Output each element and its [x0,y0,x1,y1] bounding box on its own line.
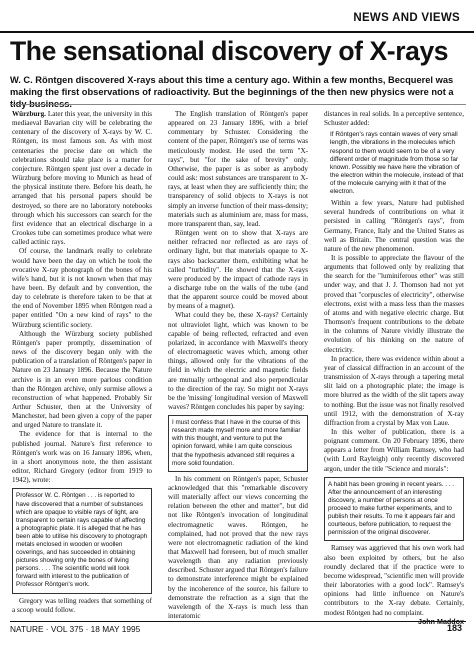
paragraph: It is possible to appreciate the flavour of the arguments that followed only by realizing that the search for the "luminiferous ether" was still under way, and that J. J. Thomson had not yet proved that "corpuscles of electricity", otherwise electrons, exist with a mass less than the masses of atoms and with negative electric charge. But Thomson's frequent contributions to the debate in the columns of Nature vividly illustrate the evolution of his thinking on the nature of electricity. [324,254,464,354]
paragraph: In this welter of publication, there is a poignant comment. On 20 February 1896, there appears a letter from William Ramsey, who had (with Lord Rayleigh) only recently discovered argon, under the title "Science and morals": [324,427,464,473]
paragraph: The English translation of Röntgen's paper appeared on 23 January 1896, with a brief commentary by Schuster. Considering the content of the paper, Röntgen's use of terms was meticulously modest. He used the term "X-rays", but "for the sake of brevity" only. Otherwise, the paper is as sober as anybody could ask: most substances are transparent to X-rays, at least when they are sufficiently thin; the transparency of solid objects to X-rays is not simply an inverse function of their mass-density; materials such as aluminium are, mass for mass, more transparent than, say, lead. [168,110,308,228]
text-column-1 [12,110,152,615]
paragraph: In his comment on Röntgen's paper, Schuster acknowledged that this "remarkable discovery will materially affect our views concerning the relation between the ether and matter", but did not like Röntgen's invocation of longitudinal electromagnetic waves. Röntgen, he complained, had not proved that the new rays were not electromagnetic radiation of the kind that Maxwell had foreseen, but of much smaller wavelength than any radiation previously described. Schuster argued that Röntgen's failure to demonstrate interference might be explained by the incoherence of the source, his failure to demonstrate the refraction as a sign that the wavelength of the X-rays is much less than interatomic [168,474,308,621]
paragraph: Ramsey was aggrieved that his own work had also been exploited by others, but he also roundly declared that if the practice were to become widespread, "scientific men will provide their laboratories with a good lock". Ramsey's opinions had little influence on Nature's contributors to the X-ray debate. Certainly, modest Röntgen had no complaint. [324,544,464,617]
author-signature: John Maddox [417,617,464,626]
quoted-note-box: Professor W. C. Röntgen . . . is reported to have discovered that a number of substances which are opaque to visible rays of light, are transparent to certain rays capable of affecting a photographic plate. It is alleged that he has been able to utilise his discovery to photograph metals enclosed in wooden or woollen coverings, and has succeeded in obtaining pictures showing only the bones of living persons. . . . The scientific world will look forward with interest to the publication of Professor Röntgen's work. [12,488,152,593]
paragraph-text: Later this year, the university in this mediaeval Bavarian city will be celebrating the centenary of the discovery of X-rays by W. C. Röntgen, its most famous son. As with most centenaries the precise date on which the celebrations should take place is a matter for conjecture. Röntgen spent just over a decade in Würzburg before moving to Munich as head of the physical institute there. Before his death, he arranged that his personal papers should be destroyed, so there are no laboratory notebooks through which his successors can search for the first evidence that an electrical discharge in a Crookes tube can sometimes produce what were called actinic rays. [12,110,152,247]
quoted-letter-box: A habit has been growing in recent years. . . . After the announcement of an interesting discovery, a number of persons at once proceed to make further experiments, and to publish their results. To me it appears fair and courteous, before publication, to request the permission of the original discoverer. [324,477,464,542]
paragraph: Within a few years, Nature had published several hundreds of contributions on what it persisted in calling "Röntgen's rays", from Germany, France, Italy and the United States as well as Britain. The central question was the nature of the new phenomenon. [324,199,464,253]
section-label: NEWS AND VIEWS [353,12,460,24]
text-column-3 [324,110,464,627]
section-header [0,10,474,33]
article-standfirst: W. C. Röntgen discovered X-rays about this time a century ago. Within a few months, Becquerel was making the first observations of radioactivity. But the beginnings of the then new physics were not a tidy business. [10,75,454,109]
paragraph: In practice, there was evidence within about a year of classical diffraction in an account of the transmission of X-rays through a tapering metal slit laid on a photographic plate; the image is more blurred as the width of the slit tapers away to nothing. But the issue was not finally resolved until 1912, with the demonstration of X-ray diffraction from a crystal by Max von Laue. [324,354,464,427]
page-number: 183 [446,623,462,633]
paragraph: Röntgen went on to show that X-rays are neither refracted nor reflected as are rays of ordinary light, but that materials opaque to X-rays also backscatter them, exhibiting what he called "turbidity". He showed that the X-rays were produced by the impact of cathode rays in a discharge tube on the walls of the tube (and that the apparent source could be moved about by means of a magnet). [168,229,308,311]
paragraph: Of course, the landmark really to celebrate would have been the day on which he took the evocative X-ray photograph of the bones of his wife's hand, but it is not known when that may have been. By default and by convention, the day to celebrate is therefore taken to be that at the end of November 1895 when Röntgen read a paper entitled "On a new kind of rays" to the Würzburg scientific society. [12,247,152,329]
footer-rule [10,621,466,622]
paragraph: The evidence for that is internal to the published journal. Nature's first reference to Röntgen's work was on 16 January 1896, when, in a short anonymous note, the then assistant editor, Richard Gregory (editor from 1919 to 1942), wrote: [12,430,152,485]
journal-citation: NATURE · VOL 375 · 18 MAY 1995 [10,624,141,634]
paragraph: Gregory was telling readers that something of a scoop would follow. [12,596,152,614]
article-headline: The sensational discovery of X-rays [10,36,449,66]
block-quote: If Röntgen's rays contain waves of very small length, the vibrations in the molecules which respond to them would seem to be of a very different order of magnitude from those so far known. Possibly we have here the vibration of the electron within the molecule, instead of that of the molecule carrying with it that of the electron. [330,131,464,195]
paragraph: Although the Würzburg society published Röntgen's paper promptly, dissemination of news of the discovery began only with the publication of a translation of Röntgen's paper in Nature on 23 January 1896. Because the Nature archive is in an even more parlous condition than the Röntgen archive, only surmise allows a reconstruction of what happened. Probably Sir Arthur Schuster, then at the University of Manchester, had been given a copy of the paper and urged Nature to translate it. [12,329,152,430]
dateline: Würzburg. [12,110,46,118]
standfirst-rule [10,104,466,105]
paragraph [12,110,152,247]
text-column-2 [168,110,308,621]
paragraph: What could they be, these X-rays? Certainly not ultraviolet light, which was known to be capable of being reflected, refracted and even polarized, in accordance with Maxwell's theory of electromagnetic waves which, among other things, allowed only for the vibrations of the field in which the electric and magnetic fields are mutually orthogonal and also perpendicular to the direction of the ray. So might not X-rays be the 'missing' longitudinal version of Maxwell waves? Röntgen concludes his paper by saying: [168,311,308,411]
paragraph: distances in real solids. In a perceptive sentence, Schuster added: [324,110,464,128]
quoted-passage-box: I must confess that I have in the course of this research made myself more and more familiar with this thought, and venture to put the opinion forward, while I am quite conscious that the hypothesis advanced still requires a more solid foundation. [168,415,308,472]
